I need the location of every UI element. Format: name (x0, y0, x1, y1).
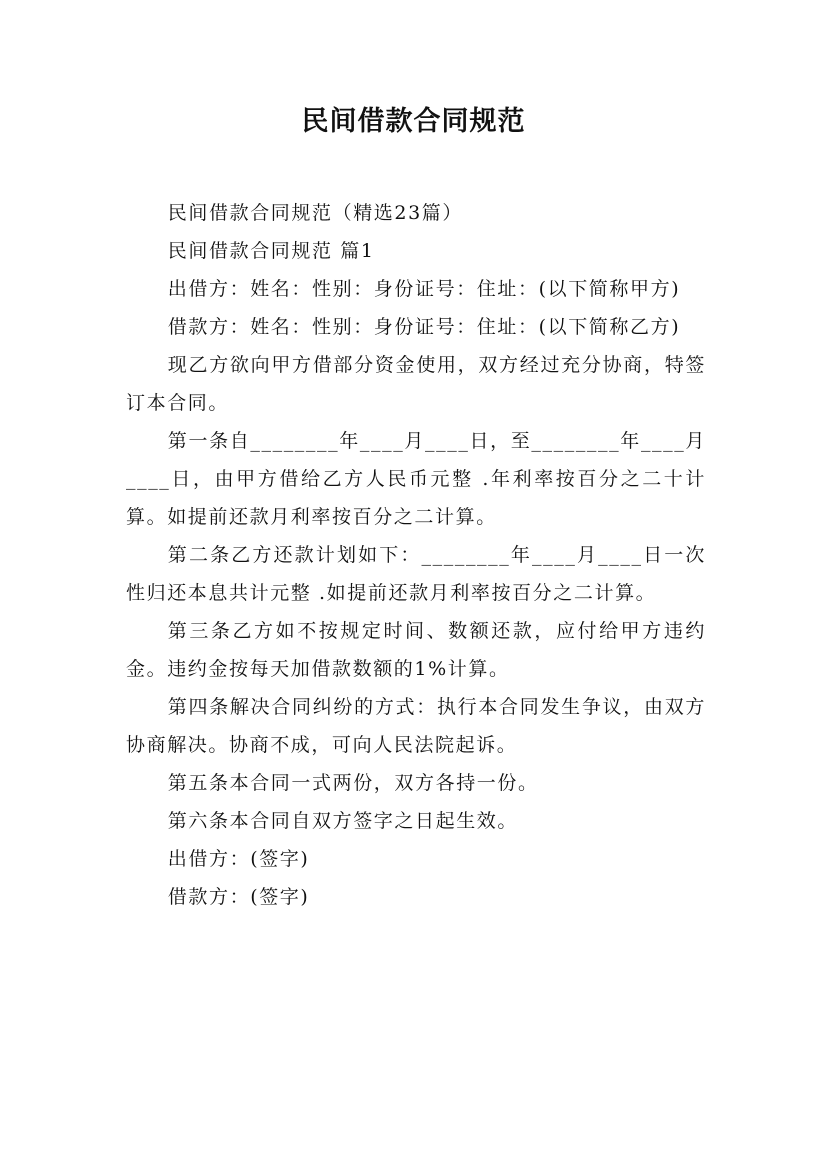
paragraph-article-3: 第三条乙方如不按规定时间、数额还款，应付给甲方违约金。违约金按每天加借款数额的1%计算。 (126, 620, 706, 680)
paragraph-section-heading: 民间借款合同规范 篇1 (167, 240, 375, 262)
paragraph-lender-signature: 出借方：(签字) (167, 848, 310, 870)
paragraph-borrower-info: 借款方：姓名：性别：身份证号：住址：(以下简称乙方) (167, 316, 681, 338)
paragraph-article-6: 第六条本合同自双方签字之日起生效。 (167, 810, 518, 832)
document-title: 民间借款合同规范 (301, 106, 526, 137)
paragraph-article-4: 第四条解决合同纠纷的方式：执行本合同发生争议，由双方协商解决。协商不成，可向人民法院起诉。 (126, 696, 706, 756)
paragraph-article-5: 第五条本合同一式两份，双方各持一份。 (167, 772, 539, 794)
paragraph-lender-info: 出借方：姓名：性别：身份证号：住址：(以下简称甲方) (167, 278, 681, 300)
paragraph-borrower-signature: 借款方：(签字) (167, 886, 310, 908)
paragraph-article-2: 第二条乙方还款计划如下：________年____月____日一次性归还本息共计元整 .如提前还款月利率按百分之二计算。 (126, 544, 706, 604)
document-body (126, 194, 706, 916)
paragraph-article-1: 第一条自________年____月____日，至________年____月____日，由甲方借给乙方人民币元整 .年利率按百分之二十计算。如提前还款月利率按百分之二计算。 (126, 430, 706, 528)
paragraph-purpose: 现乙方欲向甲方借部分资金使用，双方经过充分协商，特签订本合同。 (126, 354, 706, 414)
paragraph-subtitle: 民间借款合同规范（精选23篇） (167, 202, 463, 224)
